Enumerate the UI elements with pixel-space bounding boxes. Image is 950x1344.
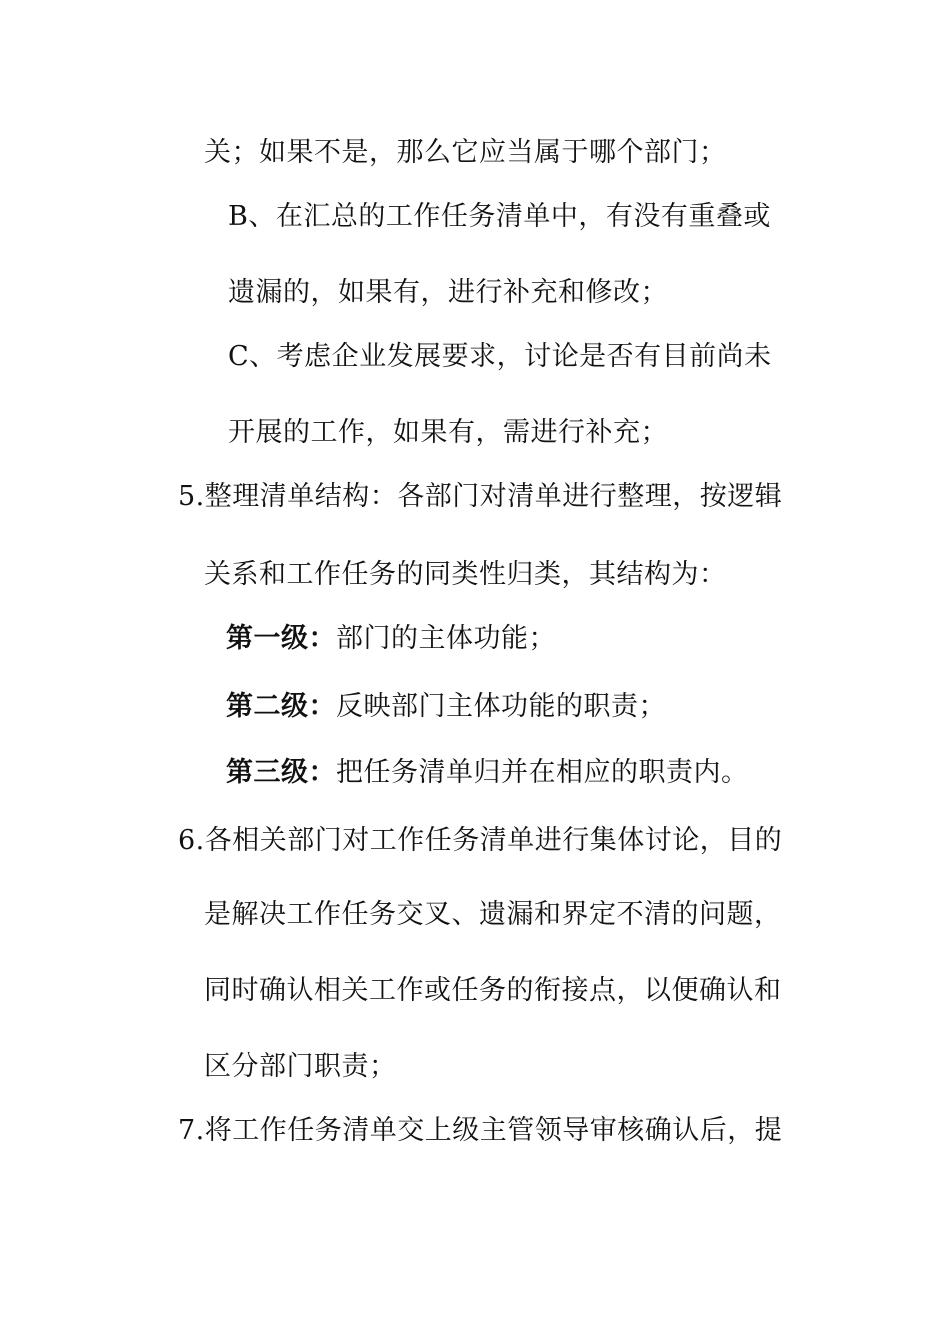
item-c-line-1: C、考虑企业发展要求，讨论是否有目前尚未 [228,341,772,372]
item-5-number: 5. [178,481,205,512]
level-1-line [226,622,556,656]
item-6-line-1 [178,824,782,858]
item-b-line-2: 遗漏的，如果有，进行补充和修改； [228,277,668,308]
item-c-line-2: 开展的工作，如果有，需进行补充； [228,417,668,448]
item-6-line-4: 区分部门职责； [204,1051,397,1082]
item-6-line-2: 是解决工作任务交叉、遗漏和界定不清的问题， [204,899,782,930]
item-6-number: 6. [178,825,205,856]
item-b-line-1: B、在汇总的工作任务清单中，有没有重叠或 [228,201,771,232]
item-6-line-3: 同时确认相关工作或任务的衔接点，以便确认和 [204,975,782,1006]
item-5-line-2: 关系和工作任务的同类性归类，其结构为： [204,559,727,590]
level-3-label: 第三级： [226,757,336,788]
level-1-text: 部门的主体功能； [336,623,556,654]
level-1-label: 第一级： [226,623,336,654]
level-3-line [226,756,749,790]
item-7-text: 将工作任务清单交上级主管领导审核确认后，提 [204,1115,783,1146]
paragraph-continuation-line: 关；如果不是，那么它应当属于哪个部门； [204,137,727,168]
level-2-text: 反映部门主体功能的职责； [336,691,666,722]
item-5-line-1 [178,480,782,514]
item-5-text: 整理清单结构：各部门对清单进行整理，按逻辑 [204,481,783,512]
level-3-text: 把任务清单归并在相应的职责内。 [336,757,749,788]
item-7-number: 7. [178,1115,205,1146]
level-2-label: 第二级： [226,691,336,722]
item-6-text: 各相关部门对工作任务清单进行集体讨论，目的 [204,825,783,856]
item-7-line-1 [178,1114,782,1148]
level-2-line [226,690,666,724]
